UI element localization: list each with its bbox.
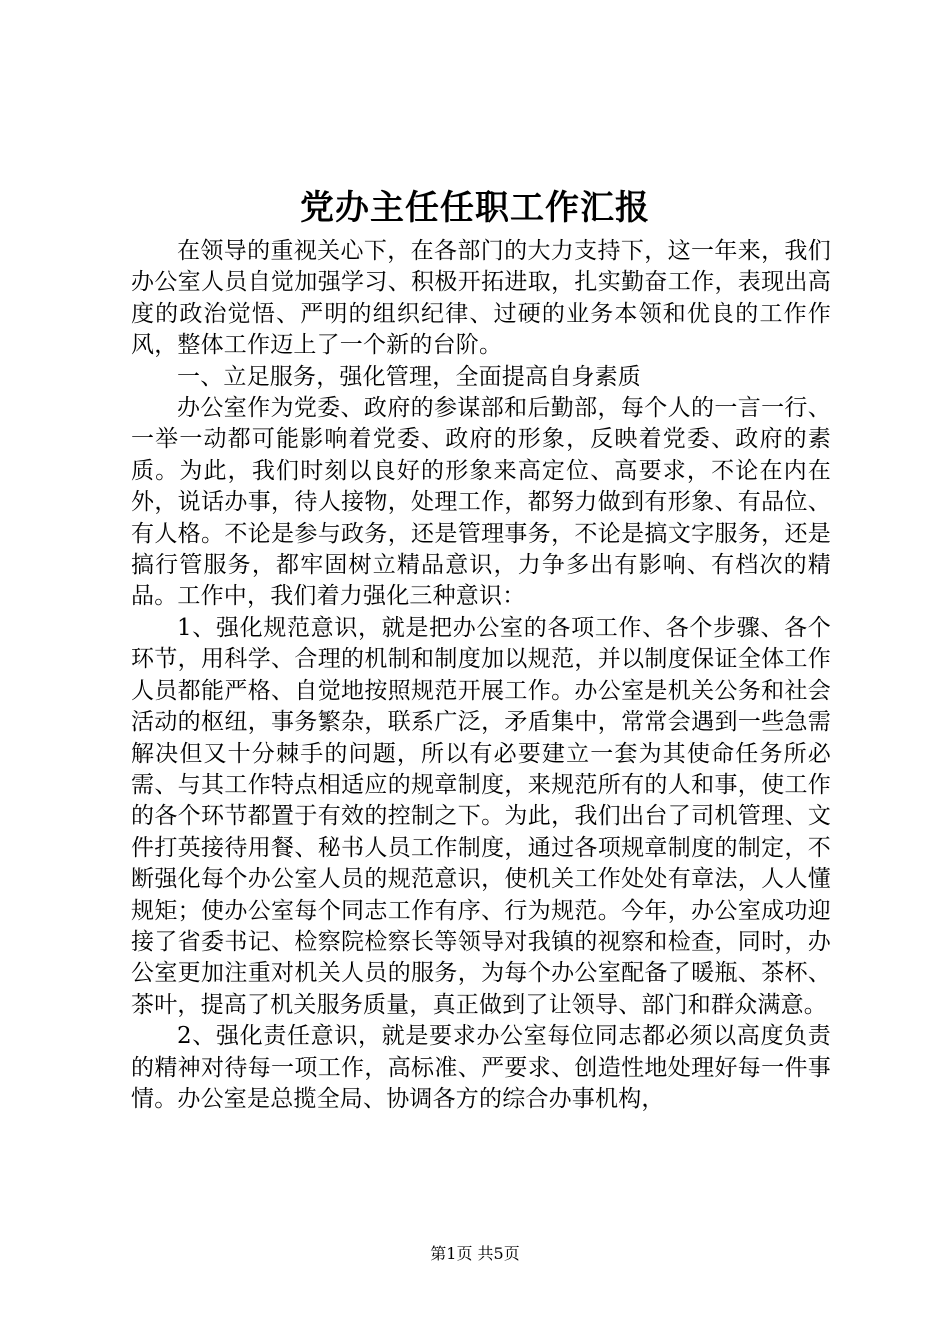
document-title: 党办主任任职工作汇报 <box>300 188 650 228</box>
paragraph-office-role: 办公室作为党委、政府的参谋部和后勤部，每个人的一言一行、一举一动都可能影响着党委、政府的形象，反映着党委、政府的素质。为此，我们时刻以良好的形象来高定位、高要求，不论在内在外，说话办事，待人接物，处理工作，都努力做到有形象、有品位、有人格。不论是参与政务，还是管理事务，不论是搞文字服务，还是搞行管服务，都牢固树立精品意识，力争多出有影响、有档次的精品。工作中，我们着力强化三种意识： <box>131 395 831 610</box>
paragraph-responsibility-awareness: 2、强化责任意识，就是要求办公室每位同志都必须以高度负责的精神对待每一项工作，高标准、严要求、创造性地处理好每一件事情。办公室是总揽全局、协调各方的综合办事机构， <box>131 1023 831 1112</box>
paragraph-standard-awareness: 1、强化规范意识，就是把办公室的各项工作、各个步骤、各个环节，用科学、合理的机制和制度加以规范，并以制度保证全体工作人员都能严格、自觉地按照规范开展工作。办公室是机关公务和社会活动的枢纽，事务繁杂，联系广泛，矛盾集中，常常会遇到一些急需解决但又十分棘手的问题，所以有必要建立一套为其使命任务所必需、与其工作特点相适应的规章制度，来规范所有的人和事，使工作的各个环节都置于有效的控制之下。为此，我们出台了司机管理、文件打英接待用餐、秘书人员工作制度，通过各项规章制度的制定，不断强化每个办公室人员的规范意识，使机关工作处处有章法，人人懂规矩；使办公室每个同志工作有序、行为规范。今年，办公室成功迎接了省委书记、检察院检察长等领导对我镇的视察和检查，同时，办公室更加注重对机关人员的服务，为每个办公室配备了暖瓶、茶杯、茶叶，提高了机关服务质量，真正做到了让领导、部门和群众满意。 <box>131 614 831 1018</box>
paragraph-intro: 在领导的重视关心下，在各部门的大力支持下，这一年来，我们办公室人员自觉加强学习、积极开拓进取，扎实勤奋工作，表现出高度的政治觉悟、严明的组织纪律、过硬的业务本领和优良的工作作风，整体工作迈上了一个新的台阶。 <box>131 238 831 359</box>
page-footer: 第1页 共5页 <box>430 1244 520 1263</box>
document-body <box>131 236 831 1115</box>
section-heading-1: 一、立足服务，强化管理，全面提高自身素质 <box>177 363 641 390</box>
